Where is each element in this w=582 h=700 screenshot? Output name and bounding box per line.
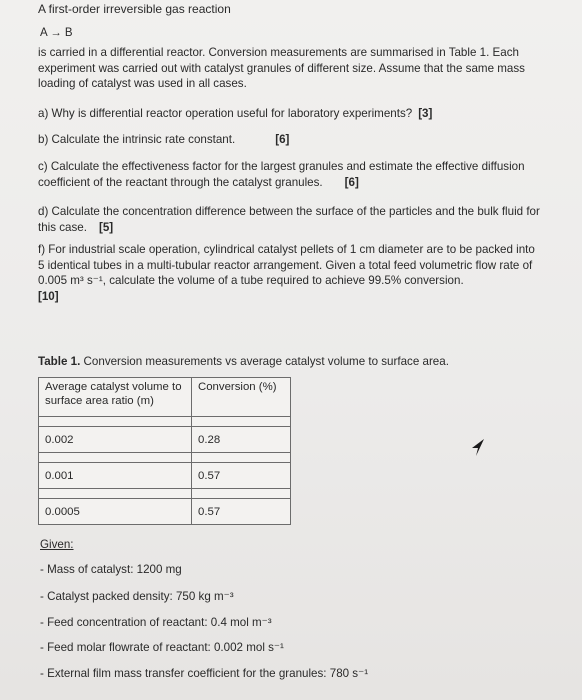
- given-item: - Feed molar flowrate of reactant: 0.002 mol s⁻¹: [40, 641, 284, 654]
- question-b-marks: [6]: [275, 133, 290, 146]
- table-header-row: [39, 378, 291, 417]
- question-f-marks: [10]: [38, 289, 59, 303]
- question-f-text: f) For industrial scale operation, cylindrical catalyst pellets of 1 cm diameter are to be packed into 5 identical tubes in a multi-tubular reactor arrangement. Given a total feed volumetric flow rate of 0.005 m³ s⁻¹, calculate the volume of a tube required to achieve 99.5% conversion.: [38, 243, 535, 287]
- intro-text: is carried in a differential reactor. Conversion measurements are summarised in Table 1. Each experiment was carried out with catalyst granules of different size. Assume that the same mass loading of catalyst was used in all cases.: [38, 46, 525, 90]
- question-b-text: b) Calculate the intrinsic rate constant.: [38, 133, 236, 146]
- table-caption-text: Conversion measurements vs average catalyst volume to surface area.: [83, 355, 449, 368]
- given-item: - Feed concentration of reactant: 0.4 mol m⁻³: [40, 616, 272, 629]
- cell-conversion: 0.57: [192, 463, 291, 489]
- cell-conversion: 0.57: [192, 499, 291, 525]
- question-d-text: d) Calculate the concentration difference between the surface of the particles and the bulk fluid for this case.: [38, 205, 540, 234]
- header-conversion: Conversion (%): [192, 378, 291, 417]
- header-ratio: Average catalyst volume to surface area ratio (m): [39, 378, 192, 417]
- question-d: [38, 204, 543, 235]
- given-title: Given:: [40, 538, 74, 551]
- given-item: - External film mass transfer coefficient for the granules: 780 s⁻¹: [40, 667, 369, 680]
- table-caption: [38, 355, 449, 368]
- question-f: [38, 242, 543, 304]
- question-c-text: c) Calculate the effectiveness factor for the largest granules and estimate the effective diffusion coefficient of the reactant through the catalyst granules.: [38, 160, 525, 189]
- question-b: [38, 132, 543, 148]
- cell-ratio: 0.001: [39, 463, 192, 489]
- conversion-table: [38, 377, 291, 525]
- table-row: [39, 427, 291, 453]
- reaction-equation: A → B: [40, 27, 73, 39]
- problem-title: A first-order irreversible gas reaction: [38, 2, 231, 16]
- question-a-marks: [3]: [418, 107, 433, 120]
- question-c-marks: [6]: [344, 175, 359, 189]
- question-d-marks: [5]: [98, 220, 114, 234]
- cell-ratio: 0.002: [39, 427, 192, 453]
- cell-conversion: 0.28: [192, 427, 291, 453]
- table-row: [39, 499, 291, 525]
- problem-intro: [38, 45, 543, 92]
- mouse-pointer-icon: [470, 438, 486, 458]
- table-spacer: [39, 489, 291, 499]
- question-a-text: a) Why is differential reactor operation useful for laboratory experiments?: [38, 107, 413, 120]
- given-item: - Catalyst packed density: 750 kg m⁻³: [40, 590, 234, 603]
- question-c: [38, 159, 543, 190]
- table-label: Table 1.: [38, 355, 81, 368]
- table-spacer: [39, 453, 291, 463]
- given-item: - Mass of catalyst: 1200 mg: [40, 563, 182, 576]
- cell-ratio: 0.0005: [39, 499, 192, 525]
- table-row: [39, 463, 291, 489]
- question-a: [38, 106, 543, 122]
- table-spacer: [39, 417, 291, 427]
